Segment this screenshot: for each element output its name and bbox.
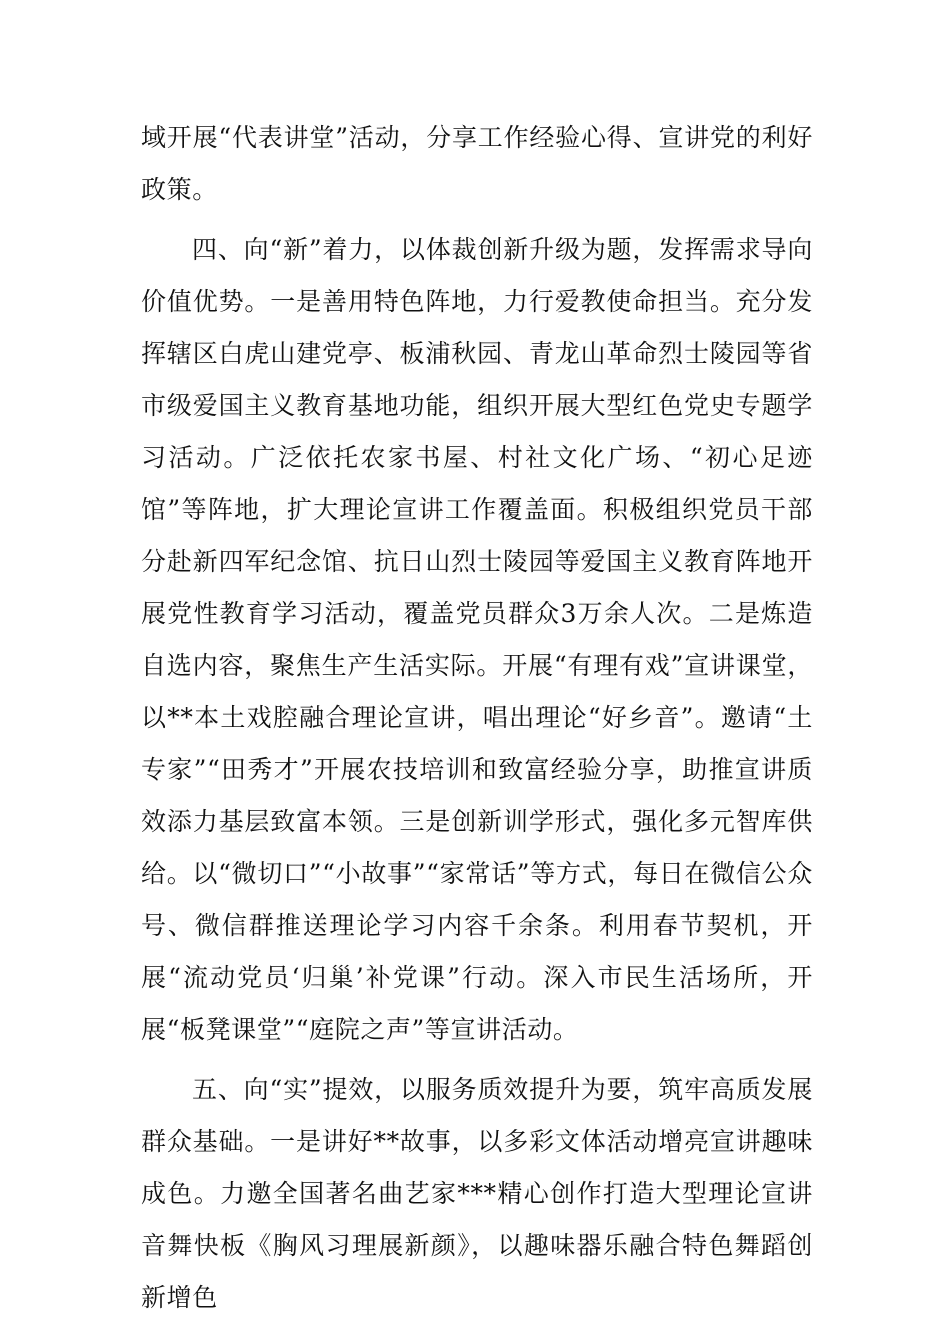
- paragraph-section-five: 五、向“实”提效，以服务质效提升为要，筑牢高质发展群众基础。一是讲好**故事，以多彩文体活动增亮宣讲趣味成色。力邀全国著名曲艺家***精心创作打造大型理论宣讲音舞快板《胸风习理展新颜》，以趣味器乐融合特色舞蹈创新增色: [141, 1075, 813, 1312]
- paragraph-continuation: 域开展“代表讲堂”活动，分享工作经验心得、宣讲党的利好政策。: [141, 123, 813, 204]
- document-body: [141, 112, 813, 1324]
- paragraph-section-four: 四、向“新”着力，以体裁创新升级为题，发挥需求导向价值优势。一是善用特色阵地，力行爱教使命担当。充分发挥辖区白虎山建党亭、板浦秋园、青龙山革命烈士陵园等省市级爱国主义教育基地功能，组织开展大型红色党史专题学习活动。广泛依托农家书屋、村社文化广场、“初心足迹馆”等阵地，扩大理论宣讲工作覆盖面。积极组织党员干部分赴新四军纪念馆、抗日山烈士陵园等爱国主义教育阵地开展党性教育学习活动，覆盖党员群众3万余人次。二是炼造自选内容，聚焦生产生活实际。开展“有理有戏”宣讲课堂，以**本土戏腔融合理论宣讲，唱出理论“好乡音”。邀请“土专家”“田秀才”开展农技培训和致富经验分享，助推宣讲质效添力基层致富本领。三是创新训学形式，强化多元智库供给。以“微切口”“小故事”“家常话”等方式，每日在微信公众号、微信群推送理论学习内容千余条。利用春节契机，开展“流动党员‘归巢’补党课”行动。深入市民生活场所，开展“板凳课堂”“庭院之声”等宣讲活动。: [141, 235, 813, 1044]
